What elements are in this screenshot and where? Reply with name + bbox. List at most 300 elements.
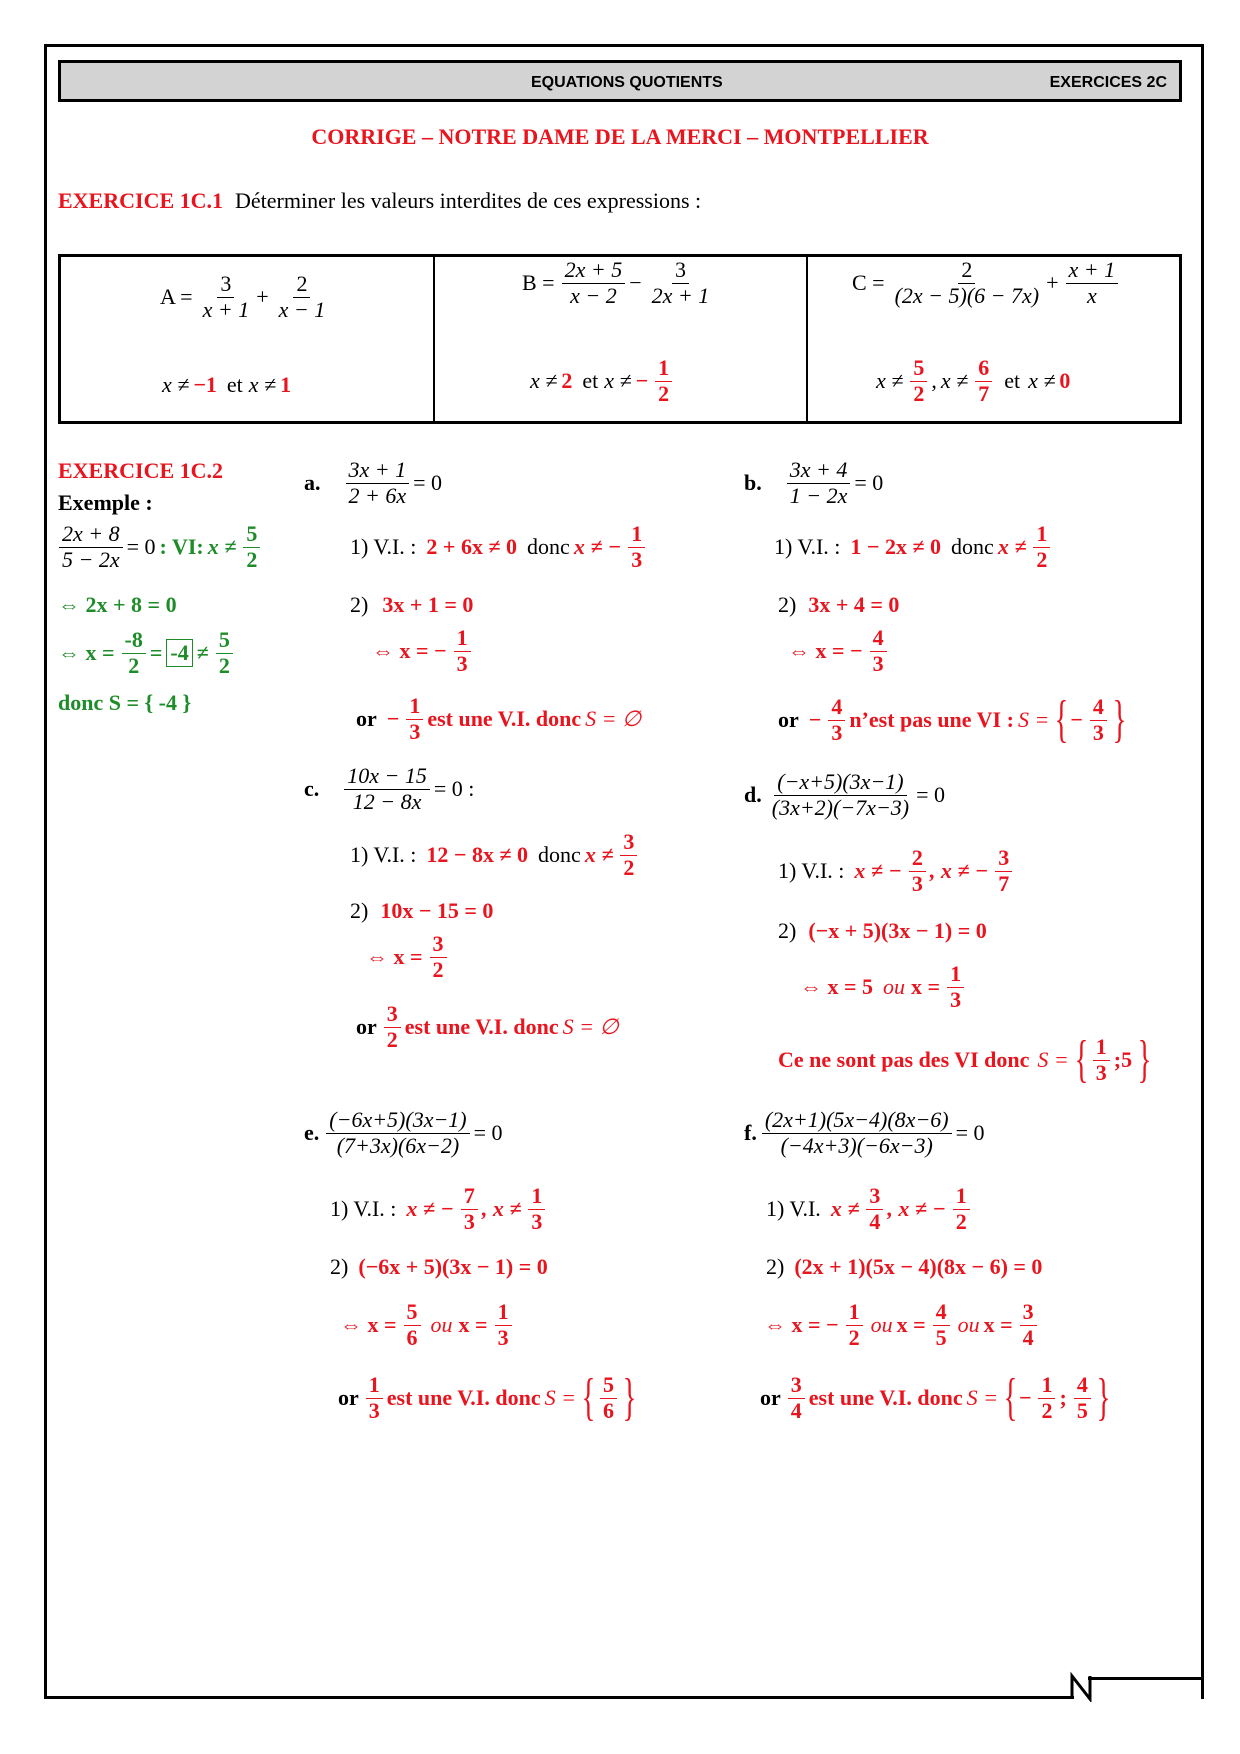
page-corner-mark [1070, 1670, 1094, 1702]
math-text: x = [896, 1312, 926, 1338]
math-text: x ≠ [162, 372, 190, 397]
math-text: ou [430, 1312, 453, 1338]
ex2-f-conclusion [760, 1369, 1112, 1426]
math-text: x ≠ [1028, 368, 1056, 394]
math-text: 6 [602, 1397, 614, 1423]
math-text: S = [1017, 707, 1050, 732]
ex1-expr-b [522, 258, 716, 308]
math-text: − [1018, 1385, 1032, 1410]
ex2-example-step1: ⇔ 2x + 8 = 0 [58, 592, 177, 617]
ex2-c-equation [304, 764, 478, 814]
frac [1090, 695, 1107, 745]
math-text: = 0 [854, 470, 884, 496]
math-text: 3 [531, 1208, 543, 1234]
math-text: 2) [350, 898, 369, 923]
math-text: 2 [958, 258, 975, 284]
math-text: 3x + 1 = 0 [382, 592, 474, 617]
math-text: a. [304, 470, 321, 496]
math-text: 3 [995, 846, 1012, 872]
math-text: x ≠ [830, 1196, 860, 1222]
math-text: 3 [911, 870, 923, 896]
math-text: d. [744, 782, 762, 808]
page-bottom-border-right [1088, 1677, 1201, 1680]
math-text: 2 [432, 956, 444, 982]
header-bar [58, 60, 1182, 102]
math-text: b. [744, 470, 762, 496]
math-text: or [356, 1014, 377, 1040]
math-text: 1 [953, 1184, 970, 1210]
ex2-d-step3 [800, 962, 968, 1012]
math-text: 1) V.I. : [774, 534, 841, 560]
math-text: 3 [456, 650, 468, 676]
math-text: 3x + 4 = 0 [808, 592, 900, 617]
frac [628, 522, 645, 572]
frac [562, 258, 626, 308]
ex2-e-vi [330, 1184, 549, 1234]
math-text: ; [1059, 1385, 1067, 1410]
math-text: = [149, 640, 163, 666]
ex2-a-step3 [372, 626, 475, 676]
math-text: (3x+2)(−7x−3) [771, 794, 910, 820]
math-text: 4 [790, 1397, 802, 1423]
frac [495, 1300, 512, 1350]
ex2-f-equation [744, 1108, 989, 1158]
math-text: or [338, 1385, 359, 1410]
math-text: = 0 [413, 470, 443, 496]
math-text: 1 [947, 962, 964, 988]
math-text: ⇔ x = [366, 944, 423, 970]
math-text: 1 [1093, 1035, 1110, 1061]
math-text: 5 [1076, 1397, 1088, 1423]
math-text: est une V.I. donc [386, 1385, 541, 1410]
math-text: ;5 [1113, 1047, 1133, 1072]
set-brace: } [1137, 1031, 1152, 1088]
math-text: 2x + 8 [59, 522, 123, 548]
math-text: 1 − 2x ≠ 0 [850, 534, 942, 560]
ex1-expr-a [160, 272, 332, 322]
math-text: est une V.I. donc [427, 706, 582, 732]
frac [430, 932, 447, 982]
ex2-f-step2 [766, 1254, 1046, 1280]
math-text: ou [883, 974, 906, 1000]
math-text: 2 [293, 272, 310, 298]
math-text: 1 [280, 372, 292, 397]
math-text: 6 [406, 1324, 418, 1350]
math-text: x [1086, 282, 1097, 308]
ex1-answer-c [876, 356, 1074, 406]
math-text: f. [744, 1120, 757, 1146]
math-text: 2) [778, 592, 797, 617]
frac [243, 522, 260, 572]
math-text: ⇔ x = [58, 640, 115, 666]
math-text: -8 [122, 628, 146, 654]
math-text: 2 [913, 380, 925, 406]
math-text: x ≠ [207, 534, 237, 560]
ex2-example-conclusion: donc S = { -4 } [58, 690, 192, 715]
frac [947, 962, 964, 1012]
math-text: (−4x+3)(−6x−3) [780, 1132, 933, 1158]
math-text: 3 [872, 650, 884, 676]
math-text: x ≠ [248, 372, 277, 397]
math-text: −1 [193, 372, 217, 397]
ex2-d-conclusion [778, 1031, 1153, 1088]
math-text: x ≠ − [854, 858, 902, 884]
math-text: ⇔ x = − [788, 638, 863, 664]
math-text: 3 [1092, 719, 1104, 745]
math-text: 3 [1020, 1300, 1037, 1326]
math-text: 3 [631, 546, 643, 572]
math-text: 1 [454, 626, 471, 652]
math-text: x ≠ [997, 534, 1027, 560]
ex2-a-vi [350, 522, 649, 572]
math-text: 1) V.I. : [778, 858, 845, 884]
ex2-example-eq [56, 522, 264, 572]
math-text: x ≠ [530, 368, 558, 394]
math-text: 2) [350, 592, 369, 617]
ex2-label: EXERCICE 1C.2 [58, 458, 224, 483]
math-text: 12 − 8x [352, 788, 422, 814]
math-text: 5 − 2x [62, 546, 120, 572]
ex2-c-conclusion [356, 1002, 623, 1052]
frac [461, 1184, 478, 1234]
frac [870, 626, 887, 676]
math-text: x = [911, 974, 941, 1000]
frac [1020, 1300, 1037, 1350]
math-text: 0 [1059, 368, 1071, 394]
math-text: − [629, 270, 642, 296]
frac [1033, 522, 1050, 572]
math-text: + [1046, 270, 1059, 296]
ex2-a-step2 [350, 592, 477, 618]
math-text: , [931, 368, 937, 394]
math-text: = 0 [126, 534, 156, 560]
ex2-d-equation [744, 770, 949, 820]
frac [344, 764, 430, 814]
math-text: 5 [216, 628, 233, 654]
ex2-e-step3 [340, 1300, 516, 1350]
math-text: et [1004, 368, 1021, 394]
math-text: est une V.I. donc [404, 1014, 559, 1040]
math-text: 2) [766, 1254, 785, 1279]
math-text: -4 [166, 639, 192, 667]
math-text: x = [458, 1312, 488, 1338]
math-text: S = ∅ [562, 1014, 619, 1040]
math-text: 3x + 4 [787, 458, 851, 484]
frac [762, 1108, 952, 1158]
math-text: ou [870, 1312, 893, 1338]
math-text: (2x + 1)(5x − 4)(8x − 6) = 0 [794, 1254, 1043, 1279]
frac [828, 695, 845, 745]
ex2-b-step2 [778, 592, 903, 618]
math-text: 2x + 1 [651, 282, 710, 308]
math-text: x + 1 [1066, 258, 1119, 284]
math-text: 3 [866, 1184, 883, 1210]
math-text: 2 [909, 846, 926, 872]
math-text: et [582, 368, 599, 394]
frac [406, 694, 423, 744]
math-text: 1 [528, 1184, 545, 1210]
math-text: 5 [600, 1373, 617, 1399]
ex1-instruction: Déterminer les valeurs interdites de ces expressions : [235, 188, 702, 213]
math-text: 1 − 2x [789, 482, 848, 508]
math-text: 1 [366, 1373, 383, 1399]
math-text: 2 [246, 546, 258, 572]
math-text: 1 [1038, 1373, 1055, 1399]
math-text: 4 [828, 695, 845, 721]
math-text: 2 [1041, 1397, 1053, 1423]
frac [933, 1300, 950, 1350]
math-text: 1 [1033, 522, 1050, 548]
math-text: or [778, 707, 799, 732]
math-text: (−x+5)(3x−1) [774, 770, 906, 796]
math-text: 6 [975, 356, 992, 382]
math-text: 1) V.I. : [350, 842, 417, 868]
math-text: et [226, 372, 243, 397]
frac [975, 356, 992, 406]
expr-b-name: B = [522, 270, 555, 296]
frac [1066, 258, 1119, 308]
math-text: − [635, 368, 649, 394]
math-text: donc [527, 534, 570, 560]
op: + [256, 284, 269, 310]
frac [454, 626, 471, 676]
math-text: 7 [461, 1184, 478, 1210]
math-text: 3 [831, 719, 843, 745]
math-text: = 0 [473, 1120, 503, 1146]
frac [846, 1300, 863, 1350]
math-text: 1 [406, 694, 423, 720]
ex2-a-conclusion [356, 694, 645, 744]
math-text: (7+3x)(6x−2) [336, 1132, 460, 1158]
math-text: x − 2 [570, 282, 617, 308]
math-text: 2 + 6x ≠ 0 [426, 534, 518, 560]
math-text: 2 [561, 368, 573, 394]
ex2-a-equation [304, 458, 446, 508]
ex2-e-step2 [330, 1254, 552, 1280]
math-text: 1 [495, 1300, 512, 1326]
math-text: : VI: [159, 534, 204, 560]
set-brace: } [1096, 1369, 1111, 1426]
ex2-f-step3 [764, 1300, 1041, 1350]
math-text: (−6x + 5)(3x − 1) = 0 [358, 1254, 548, 1279]
math-text: 3 [430, 932, 447, 958]
math-text: 2 [1036, 546, 1048, 572]
math-text: 12 − 8x ≠ 0 [426, 842, 529, 868]
math-text: 5 [935, 1324, 947, 1350]
ex2-b-vi [774, 522, 1054, 572]
math-text: 7 [998, 870, 1010, 896]
math-text: 5 [404, 1300, 421, 1326]
ex2-c-step3 [366, 932, 451, 982]
math-text: x ≠ − [406, 1196, 454, 1222]
set-brace: { [581, 1369, 596, 1426]
math-text: ⇔ x = − [372, 638, 447, 664]
ex2-exemple: Exemple : [58, 490, 153, 515]
math-text: 4 [869, 1208, 881, 1234]
frac [788, 1373, 805, 1423]
frac [769, 770, 912, 820]
math-text: 5 [243, 522, 260, 548]
math-text: x ≠ [604, 368, 632, 394]
math-text: ou [957, 1312, 980, 1338]
math-text: 2) [330, 1254, 349, 1279]
frac [384, 1002, 401, 1052]
math-text: 1) V.I. [766, 1196, 821, 1222]
math-text: 2 [955, 1208, 967, 1234]
math-text: 2 [386, 1026, 398, 1052]
frac [910, 356, 927, 406]
math-text: 2 [218, 652, 230, 678]
math-text: c. [304, 776, 320, 802]
math-text: (2x − 5)(6 − 7x) [894, 282, 1040, 308]
set-brace: } [1112, 691, 1127, 748]
math-text: (2x+1)(5x−4)(8x−6) [762, 1108, 952, 1134]
frac [909, 846, 926, 896]
frac [200, 272, 253, 322]
math-text: x ≠ [876, 368, 904, 394]
ex2-e-conclusion [338, 1369, 638, 1426]
math-text: 3 [1095, 1059, 1107, 1085]
math-text: 3 [463, 1208, 475, 1234]
math-text: 2 [128, 652, 140, 678]
frac [995, 846, 1012, 896]
math-text: ≠ [196, 640, 209, 666]
ex2-c-vi [350, 830, 641, 880]
math-text: x ≠ [940, 368, 969, 394]
frac [620, 830, 637, 880]
math-text: 2x + 5 [562, 258, 626, 284]
frac [366, 1373, 383, 1423]
ex2-d-vi [778, 846, 1016, 896]
ex1-expr-c [852, 258, 1122, 308]
expr-a-name: A = [160, 284, 193, 310]
math-text: (−6x+5)(3x−1) [326, 1108, 469, 1134]
frac [866, 1184, 883, 1234]
frac [655, 356, 672, 406]
math-text: x + 1 [202, 296, 250, 322]
math-text: Ce ne sont pas des VI donc [778, 1047, 1030, 1072]
frac [276, 272, 329, 322]
frac [326, 1108, 469, 1158]
set-brace: { [1074, 1031, 1089, 1088]
math-text: ⇔ x = [340, 1312, 397, 1338]
frac [953, 1184, 970, 1234]
math-text: 3 [788, 1373, 805, 1399]
frac [404, 1300, 421, 1350]
math-text: 3 [672, 258, 689, 284]
math-text: 3 [950, 986, 962, 1012]
math-text: 1) V.I. : [350, 534, 417, 560]
math-text: 3x + 1 [346, 458, 410, 484]
math-text: 4 [1074, 1373, 1091, 1399]
math-text: or [356, 706, 377, 732]
math-text: 2 + 6x [348, 482, 407, 508]
math-text: 3 [217, 272, 234, 298]
frac [649, 258, 713, 308]
math-text: = 0 : [433, 776, 475, 802]
math-text: , x ≠ − [929, 858, 989, 884]
math-text: 4 [1090, 695, 1107, 721]
frac [216, 628, 233, 678]
header-title: EQUATIONS QUOTIENTS [531, 74, 723, 91]
ex1-label: EXERCICE 1C.1 [58, 188, 224, 213]
math-text: 4 [1022, 1324, 1034, 1350]
math-text: 5 [910, 356, 927, 382]
header-right: EXERCICES 2C [1049, 74, 1167, 91]
math-text: , x ≠ [481, 1196, 522, 1222]
math-text: x − 1 [278, 296, 326, 322]
math-text: 3 [409, 718, 421, 744]
frac [59, 522, 123, 572]
ex2-example-step2 [58, 628, 237, 678]
math-text: (−x + 5)(3x − 1) = 0 [808, 918, 987, 943]
math-text: = 0 [916, 782, 946, 808]
math-text: S = [1037, 1047, 1069, 1072]
expr-c-name: C = [852, 270, 885, 296]
math-text: − [1070, 707, 1083, 732]
frac [892, 258, 1043, 308]
math-text: donc [538, 842, 581, 868]
math-text: 3 [368, 1397, 380, 1423]
frac [600, 1373, 617, 1423]
math-text: x = [983, 1312, 1013, 1338]
math-text: − [386, 706, 400, 732]
math-text: 3 [384, 1002, 401, 1028]
ex2-e-equation [304, 1108, 507, 1158]
math-text: n’est pas une VI : [849, 707, 1014, 732]
ex2-b-equation [744, 458, 887, 508]
math-text: 2) [778, 918, 797, 943]
math-text: ⇔ x = − [764, 1312, 839, 1338]
math-text: x ≠ − [573, 534, 622, 560]
math-text: − [808, 707, 822, 732]
ex2-b-step3 [788, 626, 891, 676]
ex2-d-step2 [778, 918, 991, 944]
math-text: S = ∅ [585, 706, 642, 732]
math-text: ⇔ x = 5 [800, 974, 874, 1000]
math-text: 2 [848, 1324, 860, 1350]
math-text: 3 [620, 830, 637, 856]
math-text: 1 [655, 356, 672, 382]
math-text: e. [304, 1120, 320, 1146]
math-text: 4 [933, 1300, 950, 1326]
math-text: = 0 [955, 1120, 985, 1146]
frac [1093, 1035, 1110, 1085]
ex1-answer-b [530, 356, 676, 406]
frac [346, 458, 410, 508]
math-text: est une V.I. donc [808, 1385, 963, 1410]
math-text: x ≠ [584, 842, 614, 868]
frac [122, 628, 146, 678]
math-text: 2 [658, 380, 670, 406]
frac [528, 1184, 545, 1234]
math-text: S = [966, 1385, 998, 1410]
math-text: 10x − 15 [344, 764, 430, 790]
math-text: 2 [623, 854, 635, 880]
math-text: 10x − 15 = 0 [380, 898, 494, 923]
page-bottom-border [44, 1696, 1074, 1699]
math-text: 3 [497, 1324, 509, 1350]
math-text: donc [951, 534, 994, 560]
set-brace: { [1003, 1369, 1018, 1426]
frac [1038, 1373, 1055, 1423]
ex1-answer-a [162, 372, 295, 398]
math-text: , x ≠ − [887, 1196, 946, 1222]
ex2-b-conclusion [778, 691, 1128, 748]
math-text: 1 [846, 1300, 863, 1326]
set-brace: } [622, 1369, 637, 1426]
math-text: 7 [978, 380, 990, 406]
